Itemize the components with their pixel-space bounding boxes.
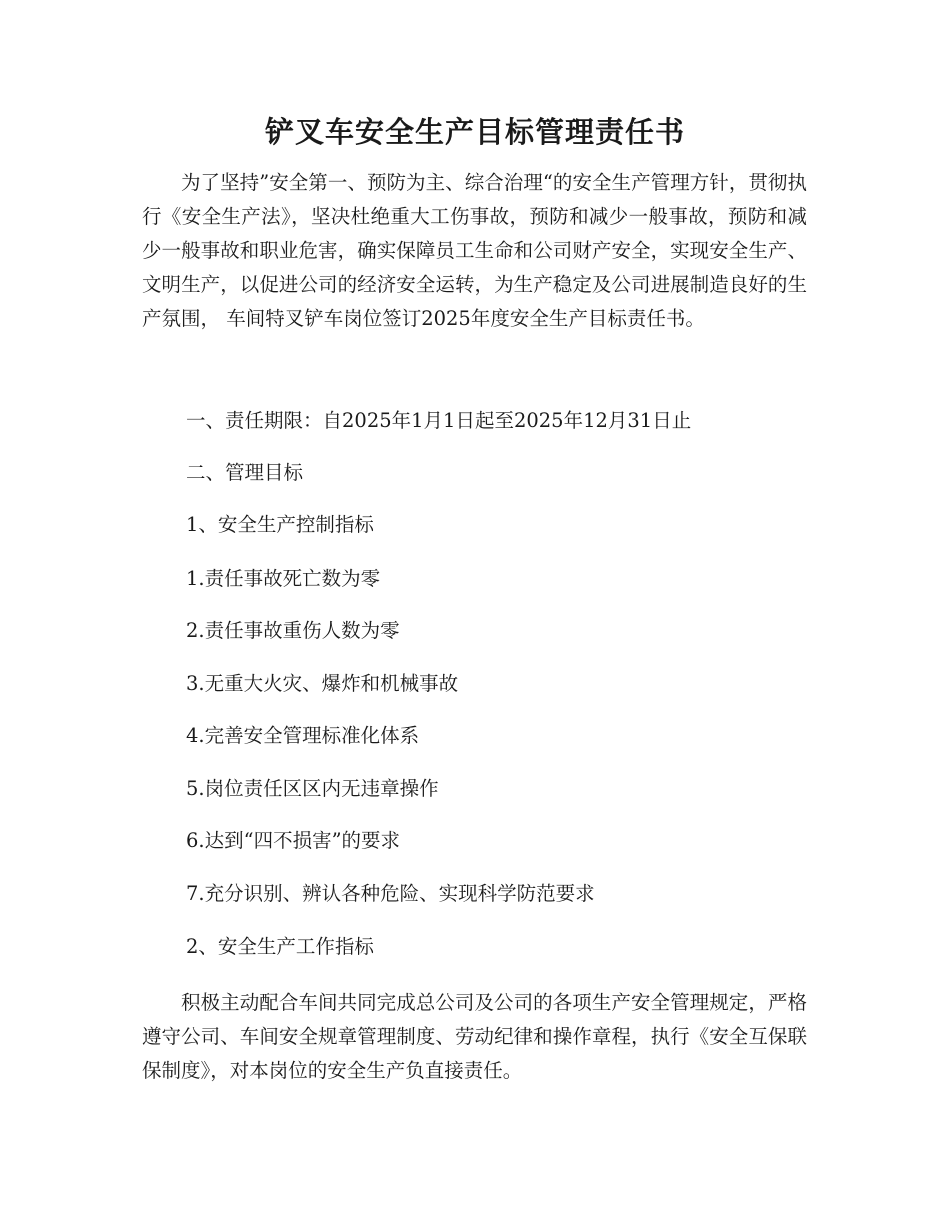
closing-paragraph: 积极主动配合车间共同完成总公司及公司的各项生产安全管理规定，严格遵守公司、车间安全规章管理制度、劳动纪律和操作章程，执行《安全互保联保制度》，对本岗位的安全生产负直接责任。 [142,991,807,1082]
list-item: 2.责任事故重伤人数为零 [186,619,400,642]
list-item: 5.岗位责任区区内无违章操作 [186,777,439,800]
list-item: 1.责任事故死亡数为零 [186,567,381,590]
section-term: 一、责任期限：自2025年1月1日起至2025年12月31日止 [186,409,692,432]
subsection-work-indicators: 2、安全生产工作指标 [186,935,374,958]
list-item: 7.充分识别、辨认各种危险、实现科学防范要求 [186,882,595,905]
section-goals-heading: 二、管理目标 [186,461,304,484]
subsection-control-indicators: 1、安全生产控制指标 [186,513,374,536]
list-item: 6.达到“四不损害”的要求 [186,829,401,852]
list-item: 4.完善安全管理标准化体系 [186,724,420,747]
intro-paragraph: 为了坚持”安全第一、预防为主、综合治理“的安全生产管理方针，贯彻执行《安全生产法》，坚决杜绝重大工伤事故，预防和减少一般事故，预防和减少一般事故和职业危害，确实保障员工生命和公司财产安全，实现安全生产、文明生产，以促进公司的经济安全运转，为生产稳定及公司进展制造良好的生产氛围， 车间特叉铲车岗位签订2025年度安全生产目标责任书。 [142,171,807,330]
list-item: 3.无重大火灾、爆炸和机械事故 [186,672,459,695]
document-title: 铲叉车安全生产目标管理责任书 [264,115,685,149]
